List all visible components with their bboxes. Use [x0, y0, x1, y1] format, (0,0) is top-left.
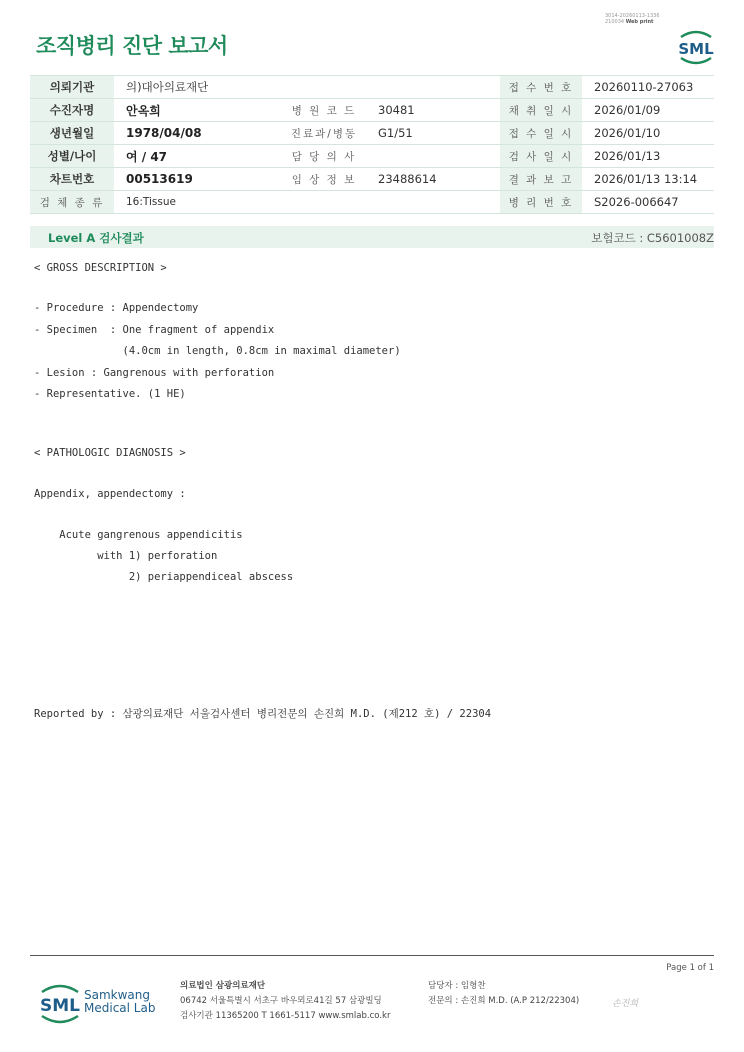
info-value	[366, 76, 500, 99]
info-value: 30481	[366, 99, 500, 122]
report-title: 조직병리 진단 보고서	[36, 34, 228, 58]
info-row	[30, 168, 714, 191]
info-value: 의)대아의료재단	[114, 76, 282, 99]
info-value: 20260110-27063	[582, 76, 714, 99]
patient-info-table	[30, 75, 714, 214]
info-label: 성별/나이	[30, 145, 114, 168]
info-value	[366, 191, 500, 214]
page-number: Page 1 of 1	[666, 963, 714, 973]
diagnosis-line: Acute gangrenous appendicitis	[34, 529, 243, 541]
info-label: 채 취 일 시	[500, 99, 582, 122]
info-label	[282, 191, 366, 214]
signature: 손진희	[612, 999, 639, 1009]
sml-logo-text: SML	[678, 40, 714, 58]
info-value: 23488614	[366, 168, 500, 191]
footer-specialist: 손진희 M.D. (A.P 212/22304)	[460, 996, 580, 1006]
info-label: 의뢰기관	[30, 76, 114, 99]
footer-specialist-row	[428, 994, 579, 1009]
info-value: G1/51	[366, 122, 500, 145]
footer-org-block	[180, 979, 390, 1024]
sml-logo-icon	[676, 28, 716, 70]
info-value: 2026/01/13 13:14	[582, 168, 714, 191]
info-label: 결 과 보 고	[500, 168, 582, 191]
info-value: 00513619	[114, 168, 282, 191]
info-value: 1978/04/08	[114, 122, 282, 145]
info-value: 2026/01/09	[582, 99, 714, 122]
info-label: 담 당 의 사	[282, 145, 366, 168]
info-label: 생년월일	[30, 122, 114, 145]
info-label	[282, 76, 366, 99]
gross-line: - Procedure : Appendectomy	[34, 302, 199, 314]
level-label: Level A 검사결과	[48, 231, 144, 245]
print-meta	[605, 13, 660, 25]
footer-manager: 임형찬	[460, 981, 486, 991]
footer-manager-label: 담당자 :	[428, 981, 459, 991]
brand-name-line1: Samkwang	[84, 988, 150, 1002]
footer-specialist-label: 전문의 :	[428, 996, 459, 1006]
brand-name	[84, 989, 155, 1015]
diagnosis-line: 2) periappendiceal abscess	[34, 571, 294, 583]
info-value: 안옥희	[114, 99, 282, 122]
info-value: S2026-006647	[582, 191, 714, 214]
footer-staff-block	[428, 979, 579, 1009]
gross-line: - Specimen : One fragment of appendix	[34, 324, 275, 336]
gross-heading: < GROSS DESCRIPTION >	[34, 262, 167, 274]
info-label: 접 수 번 호	[500, 76, 582, 99]
info-row	[30, 191, 714, 214]
info-label: 접 수 일 시	[500, 122, 582, 145]
footer-org: 의료법인 삼광의료재단	[180, 981, 266, 991]
sml-footer-logo-text: SML	[40, 996, 80, 1016]
insurance-code: 보험코드 : C5601008Z	[591, 231, 714, 245]
gross-line: (4.0cm in length, 0.8cm in maximal diameter)	[34, 345, 401, 357]
footer-address: 06742 서울특별시 서초구 바우뫼로41길 57 삼광빌딩	[180, 996, 382, 1006]
info-row	[30, 99, 714, 122]
print-meta-line1: 3014-20260113-1336	[605, 13, 660, 19]
info-label: 병 리 번 호	[500, 191, 582, 214]
info-label: 차트번호	[30, 168, 114, 191]
info-value: 2026/01/10	[582, 122, 714, 145]
footer-manager-row	[428, 979, 579, 994]
info-label: 임 상 정 보	[282, 168, 366, 191]
diagnosis-line: with 1) perforation	[34, 550, 218, 562]
reported-by: Reported by : 삼광의료재단 서울검사센터 병리전문의 손진희 M.D. (제212 호) / 22304	[34, 708, 492, 720]
info-label: 수진자명	[30, 99, 114, 122]
info-value	[366, 145, 500, 168]
print-meta-line2	[605, 19, 660, 25]
info-value: 2026/01/13	[582, 145, 714, 168]
info-value: 여 / 47	[114, 145, 282, 168]
print-meta-code: 210034	[605, 19, 625, 25]
info-row	[30, 122, 714, 145]
brand-name-line2: Medical Lab	[84, 1001, 156, 1015]
print-meta-label: Web print	[625, 19, 654, 25]
gross-line: - Lesion : Gangrenous with perforation	[34, 367, 275, 379]
diagnosis-site: Appendix, appendectomy :	[34, 488, 186, 500]
info-value: 16:Tissue	[114, 191, 282, 214]
info-label: 진료과/병동	[282, 122, 366, 145]
info-label: 검 사 일 시	[500, 145, 582, 168]
info-label: 병 원 코 드	[282, 99, 366, 122]
footer-contact: 검사기관 11365200 T 1661-5117 www.smlab.co.kr	[180, 1011, 391, 1021]
info-row	[30, 145, 714, 168]
gross-line: - Representative. (1 HE)	[34, 388, 186, 400]
footer-divider	[30, 955, 714, 956]
info-row	[30, 76, 714, 99]
sml-footer-logo-icon	[38, 980, 82, 1030]
info-label: 검 체 종 류	[30, 191, 114, 214]
diagnosis-heading: < PATHOLOGIC DIAGNOSIS >	[34, 447, 186, 459]
